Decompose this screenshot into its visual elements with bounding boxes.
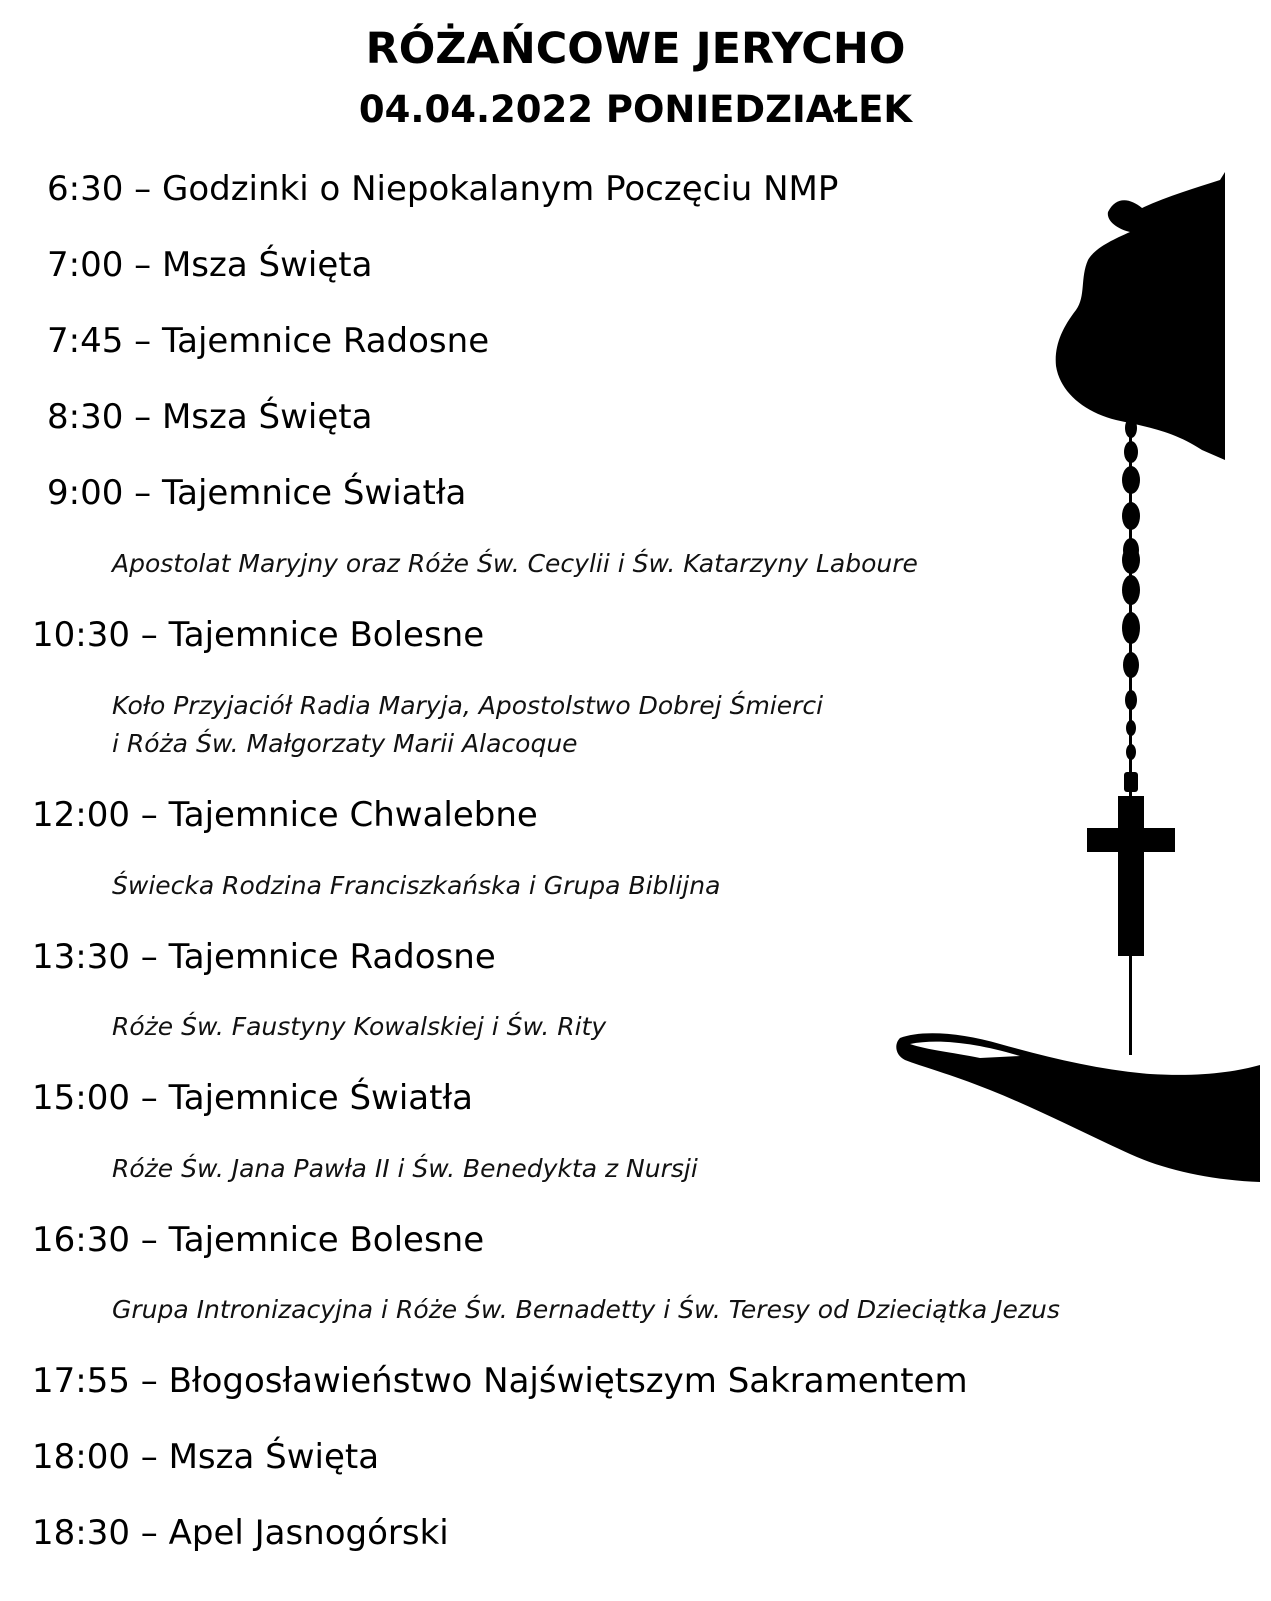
schedule-item: 12:00 – Tajemnice Chwalebne: [32, 795, 538, 835]
schedule-note: Apostolat Maryjny oraz Róże Św. Cecylii i Św. Katarzyny Laboure: [112, 549, 918, 578]
rosary-hands-icon: [880, 160, 1260, 1190]
schedule-item: 15:00 – Tajemnice Światła: [32, 1078, 473, 1118]
schedule-item: 13:30 – Tajemnice Radosne: [32, 937, 496, 977]
schedule-note: Świecka Rodzina Franciszkańska i Grupa Biblijna: [112, 871, 721, 900]
schedule-item: 16:30 – Tajemnice Bolesne: [32, 1220, 485, 1260]
schedule-note: Koło Przyjaciół Radia Maryja, Apostolstwo Dobrej Śmierci: [112, 691, 824, 720]
schedule-item: 18:00 – Msza Święta: [32, 1437, 380, 1477]
page-title: RÓŻAŃCOWE JERYCHO: [365, 24, 906, 74]
schedule-note: Róże Św. Jana Pawła II i Św. Benedykta z Nursji: [112, 1154, 698, 1183]
schedule-item: 8:30 – Msza Święta: [47, 397, 373, 437]
schedule-item: 7:45 – Tajemnice Radosne: [47, 321, 490, 361]
schedule-item: 6:30 – Godzinki o Niepokalanym Poczęciu NMP: [47, 169, 839, 209]
schedule-item: 10:30 – Tajemnice Bolesne: [32, 615, 485, 655]
schedule-note: Róże Św. Faustyny Kowalskiej i Św. Rity: [112, 1012, 607, 1041]
schedule-item: 18:30 – Apel Jasnogórski: [32, 1513, 449, 1553]
schedule-item: 9:00 – Tajemnice Światła: [47, 473, 467, 513]
page-date: 04.04.2022 PONIEDZIAŁEK: [358, 88, 913, 131]
schedule-note: i Róża Św. Małgorzaty Marii Alacoque: [112, 729, 578, 758]
schedule-item: 17:55 – Błogosławieństwo Najświętszym Sakramentem: [32, 1361, 968, 1401]
schedule-item: 7:00 – Msza Święta: [47, 245, 373, 285]
schedule-note: Grupa Intronizacyjna i Róże Św. Bernadetty i Św. Teresy od Dzieciątka Jezus: [112, 1295, 1060, 1324]
